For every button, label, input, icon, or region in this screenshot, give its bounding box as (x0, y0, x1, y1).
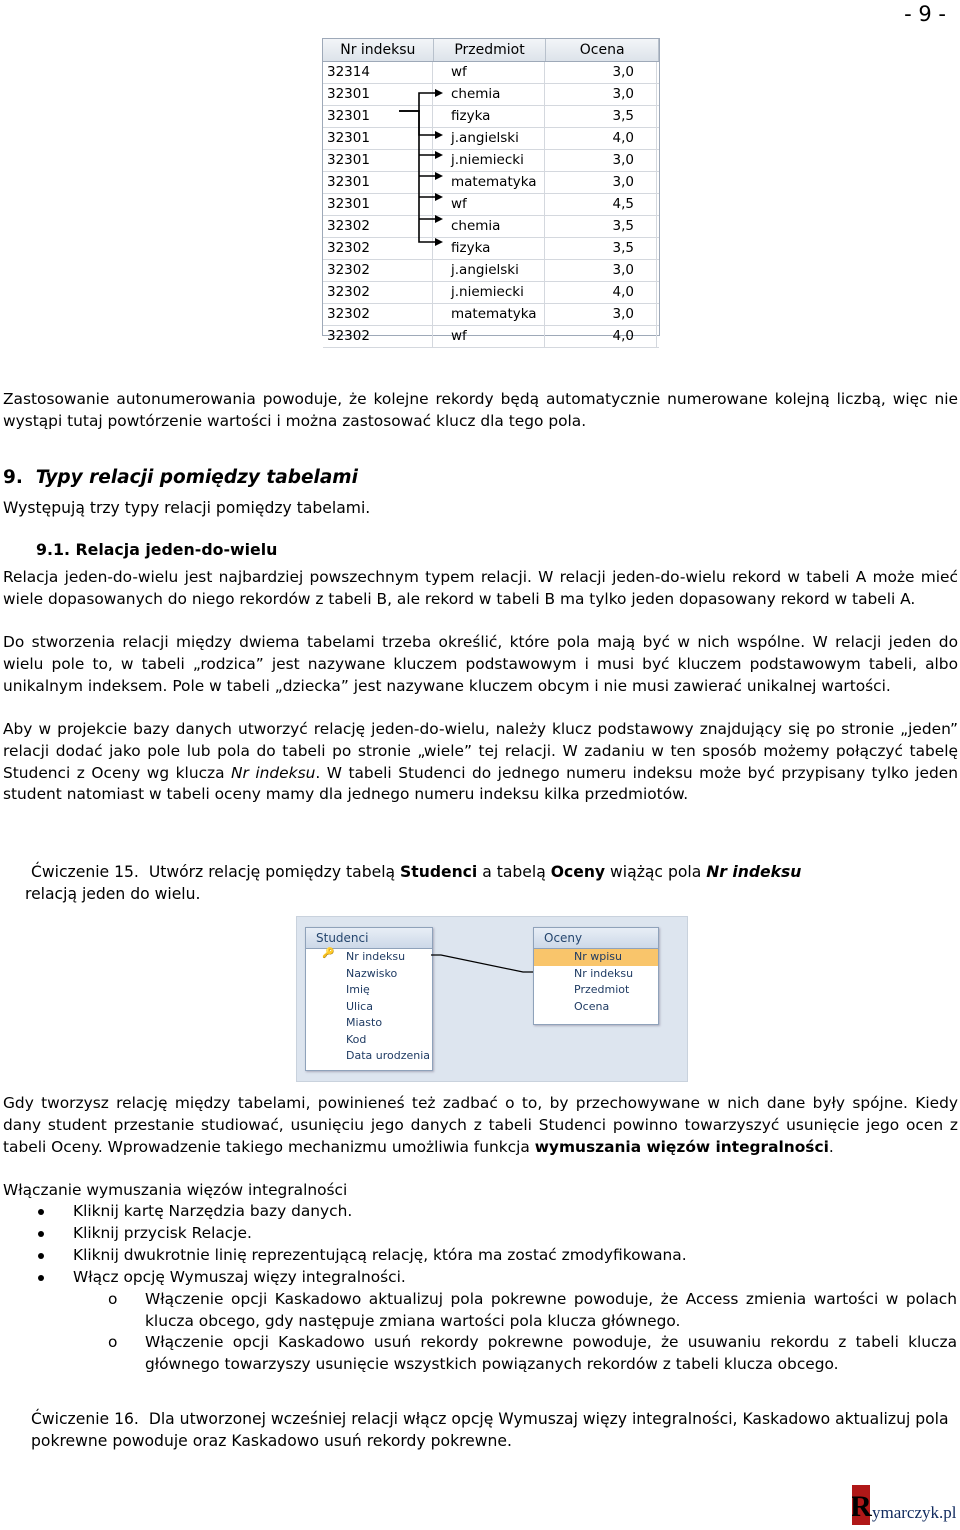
exercise-label: Ćwiczenie 16. (31, 1410, 139, 1428)
sub-bullet-marker: o (108, 1333, 118, 1351)
svg-text:R: R (852, 1490, 872, 1523)
relation-line (297, 917, 687, 1081)
exercise-text: Dla utworzonej wcześniej relacji włącz opcję Wymuszaj więzy integralności, Kaskadowo aktualizuj pola pokrewne powoduje oraz Kaskadowo usuń rekordy pokrewne. (31, 1410, 949, 1450)
cell-przedmiot: chemia (433, 84, 545, 105)
paragraph-one-to-many-2: Do stworzenia relacji między dwiema tabelami trzeba określić, które pola mają być w nich wspólne. W relacji jeden do wielu pole to, w tabeli „rodzica” jest nazywane kluczem podstawowym i musi być kluczem podstawowym tabeli, albo unikalnym indeksem. Pole w tabeli „dziecka” jest nazywane kluczem obcym i nie musi zawierać unikalnej wartości. (3, 633, 958, 695)
cell-ocena: 4,0 (545, 282, 657, 303)
exercise-16 (31, 1408, 958, 1452)
text-part: . (828, 1137, 834, 1156)
heading-section-9 (3, 467, 358, 488)
table-title-studenci: Studenci (306, 928, 432, 949)
table-field[interactable]: Miasto (346, 1016, 383, 1029)
cell-nr-indeksu: 32302 (323, 304, 433, 325)
site-logo (852, 1484, 956, 1526)
text-part: a tabelą (477, 863, 551, 881)
cell-przedmiot: wf (433, 194, 545, 215)
cell-nr-indeksu: 32302 (323, 260, 433, 281)
section-title: Typy relacji pomiędzy tabelami (35, 467, 358, 488)
cell-ocena: 4,0 (545, 128, 657, 149)
text-bold: wymuszania więzów integralności (534, 1137, 829, 1156)
cell-ocena: 3,0 (545, 304, 657, 325)
paragraph-one-to-many-1: Relacja jeden-do-wielu jest najbardziej powszechnym typem relacji. W relacji jeden-do-wielu rekord w tabeli A może mieć wiele dopasowanych do niego rekordów z tabeli B, ale rekord w tabeli B ma tylko jeden dopasowany rekord w tabeli A. (3, 568, 958, 608)
cell-ocena: 3,5 (545, 216, 657, 237)
list-item: Kliknij dwukrotnie linię reprezentującą relację, która ma zostać zmodyfikowana. (73, 1246, 687, 1264)
relation-arrows (323, 39, 659, 335)
cell-ocena: 3,5 (545, 106, 657, 127)
list-item: Włącz opcję Wymuszaj więzy integralności. (73, 1268, 406, 1286)
cell-ocena: 3,5 (545, 238, 657, 259)
text-bold-italic: Nr indeksu (706, 863, 802, 881)
bullet-marker (38, 1275, 44, 1281)
cell-nr-indeksu: 32314 (323, 62, 433, 83)
column-header-nr-indeksu: Nr indeksu (323, 39, 434, 61)
cell-ocena: 3,0 (545, 172, 657, 193)
section-9-intro: Występują trzy typy relacji pomiędzy tabelami. (3, 499, 371, 517)
bullet-marker (38, 1209, 44, 1215)
cell-przedmiot: j.angielski (433, 128, 545, 149)
text-part: wiążąc pola (605, 863, 707, 881)
list-item: Kliknij przycisk Relacje. (73, 1224, 252, 1242)
paragraph-integrity (3, 1093, 958, 1158)
table-field[interactable]: Nr indeksu (574, 966, 634, 980)
cell-ocena: 4,0 (545, 326, 657, 347)
logo-graphic (852, 1484, 956, 1526)
cell-przedmiot: wf (433, 62, 545, 83)
bullet-marker (38, 1231, 44, 1237)
cell-przedmiot: fizyka (433, 238, 545, 259)
cell-przedmiot: j.angielski (433, 260, 545, 281)
cell-przedmiot: matematyka (433, 304, 545, 325)
cell-nr-indeksu: 32302 (323, 282, 433, 303)
text-italic: Nr indeksu (231, 763, 316, 782)
cell-przedmiot: matematyka (433, 172, 545, 193)
text-bold: Oceny (550, 863, 606, 881)
table-field[interactable]: Przedmiot (574, 983, 630, 996)
cell-ocena: 3,0 (545, 150, 657, 171)
relationship-diagram (296, 916, 688, 1082)
cell-przedmiot: fizyka (433, 106, 545, 127)
cell-nr-indeksu: 32301 (323, 194, 433, 215)
cell-ocena: 3,0 (545, 84, 657, 105)
table-field[interactable]: Imię (346, 983, 370, 996)
text-part: Aby w projekcie bazy danych utworzyć relację jeden-do-wielu, należy klucz podstawowy znajdujący się po stronie „jeden” relacji dodać jako pole lub pola do tabeli po stronie „wiele” tej relacji. W zadaniu w ten sposób możemy połączyć tabelę Studenci z Oceny wg klucza (3, 720, 958, 782)
sub-list-item: Włączenie opcji Kaskadowo aktualizuj pola pokrewne powoduje, że Access zmienia wartości w polach klucza obcego, gdy następuje zmiana wartości pola klucza głównego. (145, 1290, 957, 1330)
cell-nr-indeksu: 32302 (323, 326, 433, 347)
table-field[interactable]: Ulica (346, 999, 373, 1013)
text-bold: Studenci (400, 863, 478, 881)
exercise-15-continued: relacją jeden do wielu. (25, 885, 201, 903)
text-part: Gdy tworzysz relację między tabelami, powinieneś też zadbać o to, by przechowywane w nich dane były spójne. Kiedy dany student przestanie studiować, usunięciu jego danych z tabeli Studenci powinno towarzyszyć usunięcie jego ocen z tabeli Oceny. Wprowadzenie takiego mechanizmu umożliwia funkcja (3, 1094, 958, 1156)
column-header-ocena: Ocena (546, 39, 659, 61)
table-title-oceny: Oceny (534, 928, 658, 949)
svg-text:ymarczyk.pl: ymarczyk.pl (872, 1503, 956, 1522)
cell-przedmiot: wf (433, 326, 545, 347)
key-icon: 🔑 (322, 948, 335, 959)
table-field[interactable]: Nazwisko (346, 966, 398, 980)
section-number: 9. (3, 467, 23, 488)
cell-nr-indeksu: 32302 (323, 216, 433, 237)
bullet-marker (38, 1253, 44, 1259)
exercise-15 (31, 861, 956, 883)
text-part: . W tabeli Studenci do jednego numeru indeksu może być przypisany tylko jeden student natomiast w tabeli oceny mamy dla jednego numeru indeksu kilka przedmiotów. (3, 763, 958, 804)
paragraph-one-to-many-3 (3, 719, 958, 806)
table-field[interactable]: Data urodzenia (346, 1049, 431, 1062)
cell-nr-indeksu: 32301 (323, 84, 433, 105)
cell-ocena: 3,0 (545, 260, 657, 281)
table-field[interactable]: Nr indeksu (346, 950, 406, 963)
cell-nr-indeksu: 32301 (323, 106, 433, 127)
grades-table (322, 38, 660, 344)
cell-nr-indeksu: 32302 (323, 238, 433, 259)
cell-nr-indeksu: 32301 (323, 128, 433, 149)
table-field[interactable]: Kod (346, 1032, 367, 1046)
cell-przedmiot: j.niemiecki (433, 150, 545, 171)
page-number: - 9 - (904, 2, 946, 26)
cell-przedmiot: chemia (433, 216, 545, 237)
enable-integrity-title: Włączanie wymuszania więzów integralności (3, 1181, 348, 1199)
cell-ocena: 3,0 (545, 62, 657, 83)
sub-list-item: Włączenie opcji Kaskadowo usuń rekordy pokrewne powoduje, że usuwaniu rekordu z tabeli klucza głównego towarzyszy usunięcie wszystkich powiązanych rekordów z tabeli klucza obcego. (145, 1333, 957, 1373)
table-field[interactable]: Nr wpisu (534, 949, 658, 966)
cell-przedmiot: j.niemiecki (433, 282, 545, 303)
cell-ocena: 4,5 (545, 194, 657, 215)
table-field[interactable]: Ocena (574, 999, 610, 1013)
column-header-przedmiot: Przedmiot (434, 39, 547, 61)
list-item: Kliknij kartę Narzędzia bazy danych. (73, 1202, 353, 1220)
cell-nr-indeksu: 32301 (323, 172, 433, 193)
cell-nr-indeksu: 32301 (323, 150, 433, 171)
exercise-label: Ćwiczenie 15. (31, 863, 139, 881)
text-part: Utwórz relację pomiędzy tabelą (148, 863, 401, 881)
sub-bullet-marker: o (108, 1290, 118, 1308)
heading-section-9-1: 9.1. Relacja jeden-do-wielu (36, 540, 278, 559)
paragraph-autonumbering: Zastosowanie autonumerowania powoduje, że kolejne rekordy będą automatycznie numerowane kolejną liczbą, więc nie wystąpi tutaj powtórzenie wartości i można zastosować klucz dla tego pola. (3, 390, 958, 430)
